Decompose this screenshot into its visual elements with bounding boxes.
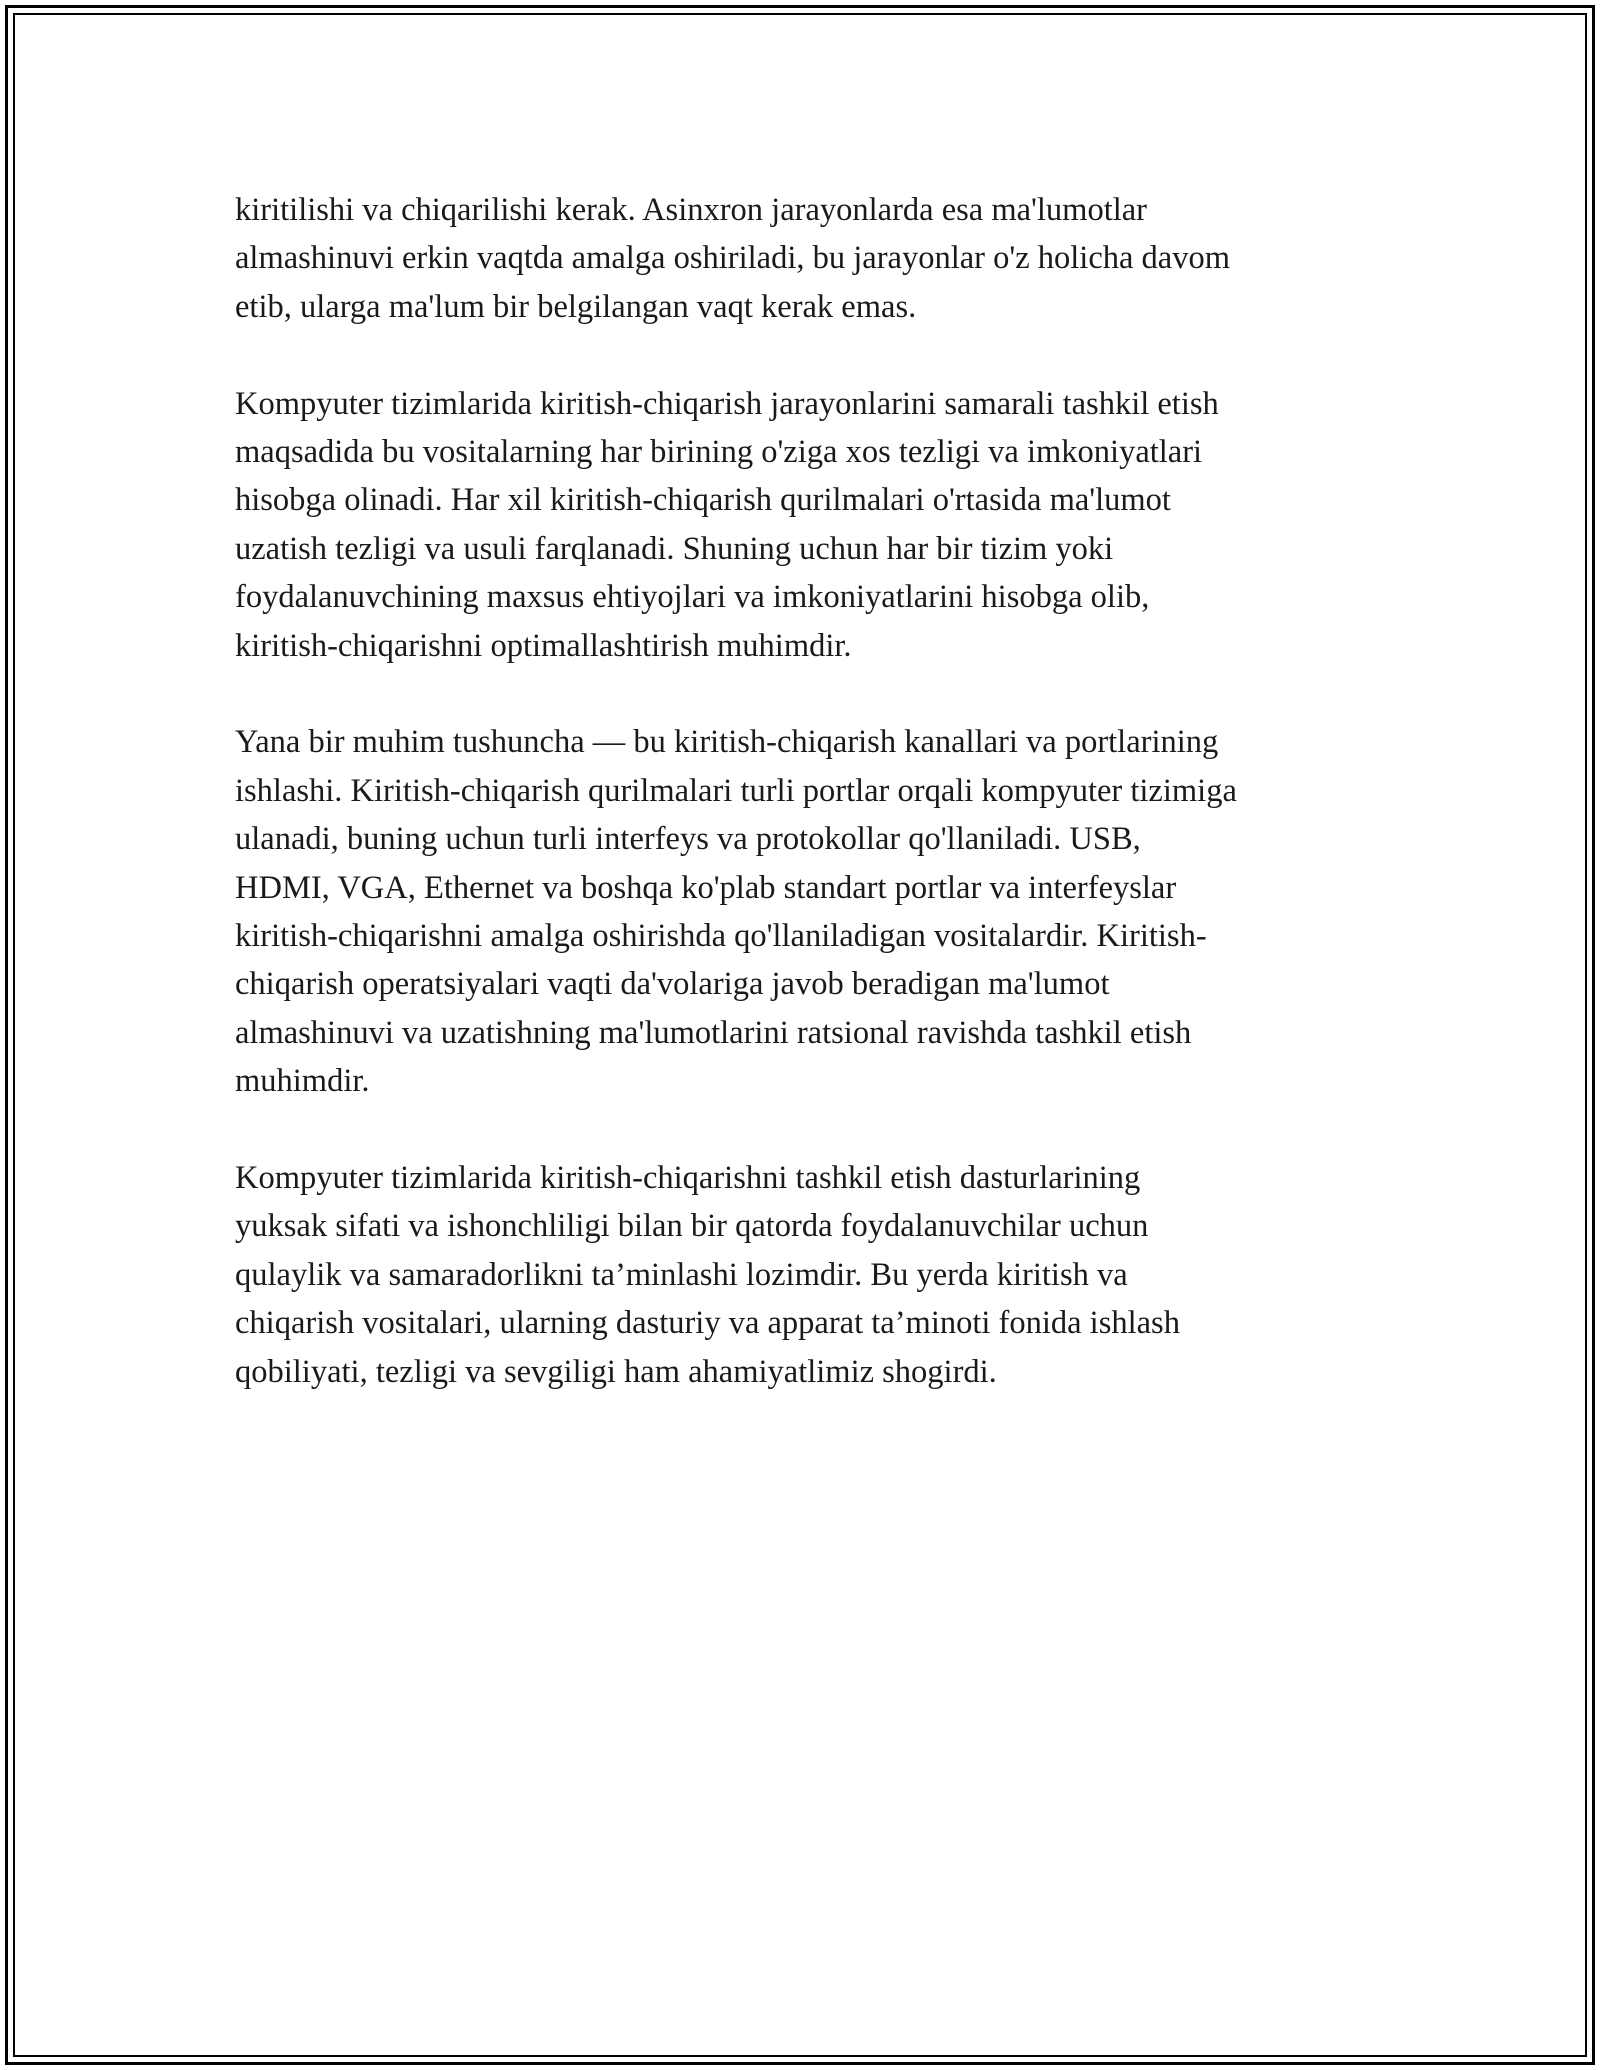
document-body bbox=[235, 186, 1375, 1445]
paragraph-1: kiritilishi va chiqarilishi kerak. Asinxron jarayonlarda esa ma'lumotlar almashinuvi erkin vaqtda amalga oshiriladi, bu jarayonlar o'z holicha davom etib, ularga ma'lum bir belgilangan vaqt kerak emas. bbox=[235, 192, 1230, 325]
paragraph-3: Yana bir muhim tushuncha — bu kiritish-chiqarish kanallari va portlarining ishlashi. Kiritish-chiqarish qurilmalari turli portlar orqali kompyuter tizimiga ulanadi, buning uchun turli interfeys va protokollar qo'llaniladi. USB, HDMI, VGA, Ethernet va boshqa ko'plab standart portlar va interfeyslar kiritish-chiqarishni amalga oshirishda qo'llaniladigan vositalardir. Kiritish- chiqarish operatsiyalari vaqti da'volariga javob beradigan ma'lumot almashinuvi va uzatishning ma'lumotlarini ratsional ravishda tashkil etish muhimdir. bbox=[235, 724, 1237, 1100]
paragraph-4: Kompyuter tizimlarida kiritish-chiqarishni tashkil etish dasturlarining yuksak sifati va ishonchliligi bilan bir qatorda foydalanuvchilar uchun qulaylik va samaradorlikni ta’minlashi lozimdir. Bu yerda kiritish va chiqarish vositalari, ularning dasturiy va apparat ta’minoti fonida ishlash qobiliyati, tezligi va sevgiligi ham ahamiyatlimiz shogirdi. bbox=[235, 1160, 1180, 1390]
paragraph-2: Kompyuter tizimlarida kiritish-chiqarish jarayonlarini samarali tashkil etish maqsadida bu vositalarning har birining o'ziga xos tezligi va imkoniyatlari hisobga olinadi. Har xil kiritish-chiqarish qurilmalari o'rtasida ma'lumot uzatish tezligi va usuli farqlanadi. Shuning uchun har bir tizim yoki foydalanuvchining maxsus ehtiyojlari va imkoniyatlarini hisobga olib, kiritish-chiqarishni optimallashtirish muhimdir. bbox=[235, 385, 1219, 664]
